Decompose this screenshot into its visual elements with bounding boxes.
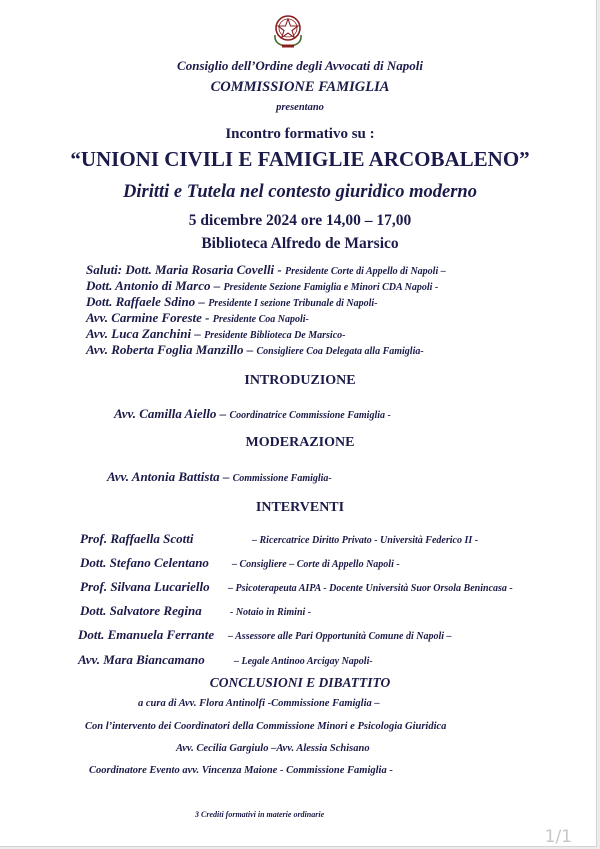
council-name: Consiglio dell’Ordine degli Avvocati di Napoli [177, 58, 423, 73]
moderation-heading: MODERAZIONE [245, 435, 355, 450]
greeting-item: Avv. Carmine Foreste - Presidente Coa Napoli- [86, 310, 309, 325]
event-intro: Incontro formativo su : [225, 126, 375, 142]
greeting-item: Saluti: Dott. Maria Rosaria Covelli - Presidente Corte di Appello di Napoli – [86, 262, 446, 277]
greeting-item: Avv. Luca Zanchini – Presidente Biblioteca De Marsico- [86, 326, 346, 341]
event-title: “UNIONI CIVILI E FAMIGLIE ARCOBALENO” [70, 147, 530, 171]
introduction-speaker: Avv. Camilla Aiello – Coordinatrice Commissione Famiglia - [114, 406, 391, 421]
greeting-item: Dott. Raffaele Sdino – Presidente I sezione Tribunale di Napoli- [86, 294, 378, 309]
greeting-item: Avv. Roberta Foglia Manzillo – Consigliere Coa Delegata alla Famiglia- [86, 342, 424, 357]
event-subtitle: Diritti e Tutela nel contesto giuridico moderno [123, 182, 477, 202]
event-datetime: 5 dicembre 2024 ore 14,00 – 17,00 [188, 212, 412, 229]
intervention-item: Dott. Emanuela Ferrante – Assessore alle Pari Opportunità Comune di Napoli – [78, 627, 452, 642]
credits-note: 3 Crediti formativi in materie ordinarie [195, 810, 325, 819]
greeting-item: Dott. Antonio di Marco – Presidente Sezione Famiglia e Minori CDA Napoli - [86, 278, 439, 293]
page-indicator: 1/1 [544, 827, 572, 847]
presents-text: presentano [276, 102, 324, 113]
event-coordinator: Coordinatore Evento avv. Vincenza Maione - Commissione Famiglia - [89, 765, 393, 776]
italian-republic-emblem-icon [271, 13, 305, 49]
intervention-item: Dott. Salvatore Regina - Notaio in Rimini - [80, 603, 312, 618]
conclusions-heading: CONCLUSIONI E DIBATTITO [209, 675, 391, 690]
intervention-item: Prof. Silvana Lucariello – Psicoterapeuta AIPA - Docente Università Suor Orsola Benincasa - [80, 579, 513, 594]
coordinators: Avv. Cecilia Gargiulo –Avv. Alessia Schisano [176, 743, 370, 754]
moderation-speaker: Avv. Antonia Battista – Commissione Famiglia- [107, 469, 332, 484]
introduction-heading: INTRODUZIONE [244, 373, 356, 388]
with-intervention: Con l’intervento dei Coordinatori della Commissione Minori e Psicologia Giuridica [85, 721, 447, 732]
intervention-item: Avv. Mara Biancamano – Legale Antinoo Arcigay Napoli- [78, 652, 373, 667]
commission-name: COMMISSIONE FAMIGLIA [210, 79, 390, 95]
intervention-item: Prof. Raffaella Scotti – Ricercatrice Diritto Privato - Università Federico II - [80, 531, 479, 546]
curated-by: a cura di Avv. Flora Antinolfi -Commissione Famiglia – [138, 698, 380, 709]
intervention-item: Dott. Stefano Celentano – Consigliere – Corte di Appello Napoli - [80, 555, 400, 570]
interventions-heading: INTERVENTI [255, 500, 345, 515]
event-venue: Biblioteca Alfredo de Marsico [201, 235, 399, 252]
